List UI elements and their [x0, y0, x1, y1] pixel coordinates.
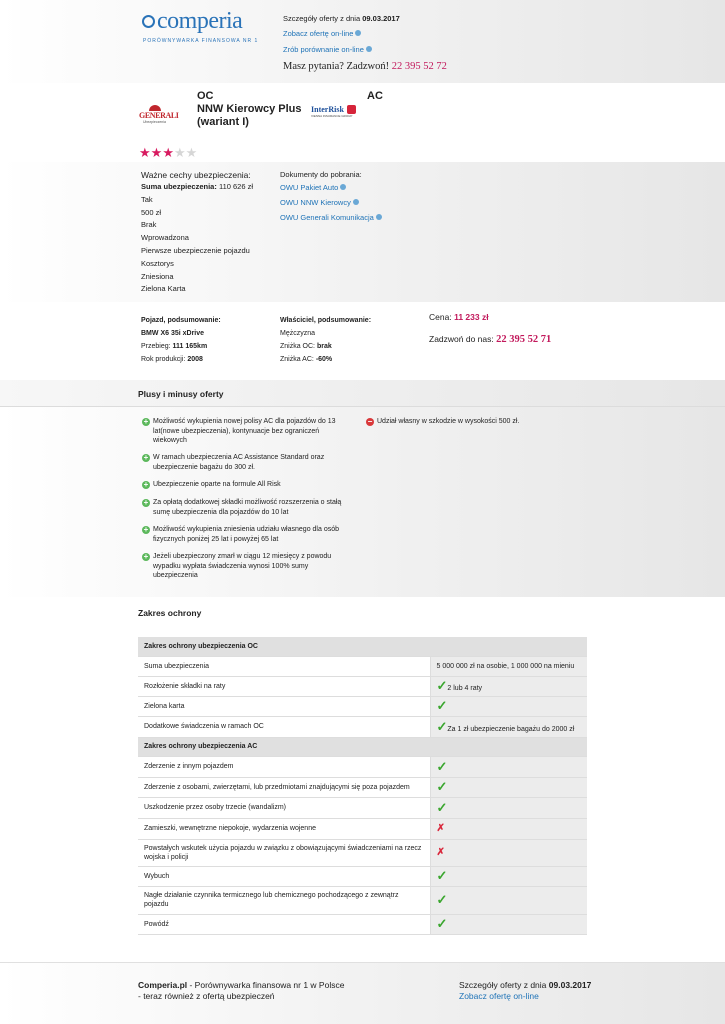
plus-icon: +: [143, 552, 149, 561]
footer-offer-info: Szczegóły oferty z dnia 09.03.2017 Zobacz ofertę on-line: [459, 980, 592, 1001]
vehicle-year: Rok produkcji: 2008: [141, 356, 203, 363]
star-icon: ★: [150, 145, 163, 160]
check-icon: ✓: [436, 779, 448, 794]
pros-cons-header: [0, 380, 725, 407]
table-row: Dodatkowe świadczenia w ramach OC ✓Za 1 zł ubezpieczenie bagażu do 2000 zł: [138, 716, 587, 737]
plus-icon: +: [143, 525, 149, 534]
table-section-header: Zakres ochrony ubezpieczenia AC: [138, 737, 587, 756]
feature-item: Zielona Karta: [141, 284, 186, 294]
owner-title: Właściciel, podsumowanie:: [280, 317, 372, 324]
feature-item: Wprowadzona: [141, 233, 189, 243]
online-offer-row: [283, 29, 361, 38]
table-row: Zamieszki, wewnętrzne niepokoje, wydarzenia wojenne ✗: [138, 818, 587, 839]
feature-item: Tak: [141, 194, 153, 204]
contact-phone[interactable]: 22 395 52 72: [391, 61, 447, 72]
owner-ac-discount: Zniżka AC: -60%: [280, 356, 333, 363]
features-section: [141, 170, 253, 296]
plus-icon: +: [143, 498, 149, 507]
document-row: [280, 198, 382, 207]
offer-date: Szczegóły oferty z dnia 09.03.2017: [283, 14, 400, 23]
logo-tagline: PORÓWNYWARKA FINANSOWA NR 1: [143, 38, 259, 44]
product-name: OC NNW Kierowcy Plus (wariant I): [197, 90, 302, 128]
table-row: Zderzenie z osobami, zwierzętami, lub przedmiotami znajdującymi się poza pojazdem ✓: [138, 777, 587, 797]
logo-mark-icon: [142, 15, 155, 28]
document-link-komunikacja[interactable]: OWU Generali Komunikacja: [280, 213, 374, 222]
feature-item: Kosztorys: [141, 258, 174, 268]
document-link-nnw[interactable]: OWU NNW Kierowcy: [280, 198, 351, 207]
star-icon: ★: [173, 145, 186, 160]
vehicle-summary: [141, 314, 221, 366]
table-row: Powstałych wskutek użycia pojazdu w związku z obowiązującymi świadczeniami na rzecz wojska i policji ✗: [138, 839, 587, 866]
price-value: 11 233 zł: [454, 312, 489, 322]
documents-title: Dokumenty do pobrania:: [280, 170, 362, 179]
check-icon: ✓: [436, 916, 448, 931]
document-row: [280, 213, 382, 222]
coverage-title: Zakres ochrony: [138, 608, 202, 618]
plus-icon: +: [143, 453, 149, 462]
compare-row: [283, 45, 372, 54]
generali-logo: GENERALI Ubezpieczenia: [139, 105, 187, 123]
feature-item: Pierwsze ubezpieczenie pojazdu: [141, 245, 250, 255]
check-icon: ✓: [436, 678, 448, 693]
footer-view-online-link[interactable]: Zobacz ofertę on-line: [459, 991, 539, 1001]
info-icon: [353, 199, 359, 205]
ac-label: AC: [367, 90, 383, 102]
star-icon: ★: [162, 145, 174, 160]
check-icon: ✓: [436, 799, 448, 815]
table-row: Nagłe działanie czynnika termicznego lub chemicznego pochodzącego z zewnątrz pojazdu ✓: [138, 886, 587, 914]
vehicle-mileage: Przebieg: 111 165km: [141, 343, 208, 350]
pros-cons-title: Plusy i minusy oferty: [138, 389, 224, 399]
features-title: Ważne cechy ubezpieczenia:: [141, 170, 251, 180]
footer-brand-text: Comperia.pl - Porównywarka finansowa nr 1 w Polsce - teraz również z ofertą ubezpieczeń: [138, 980, 345, 1001]
check-icon: ✓: [436, 718, 448, 734]
table-row: Suma ubezpieczenia 5 000 000 zł na osobie, 1 000 000 na mieniu: [138, 656, 587, 676]
owner-gender: Mężczyzna: [280, 330, 316, 337]
info-icon: [366, 46, 372, 52]
vehicle-model: BMW X6 35i xDrive: [141, 330, 205, 337]
footer-brand: Comperia.pl: [138, 980, 188, 990]
documents-section: [280, 170, 382, 222]
coverage-table: [138, 637, 587, 935]
cross-icon: ✗: [436, 823, 445, 834]
pro-item: + Ubezpieczenie oparte na formule All Risk: [143, 480, 281, 489]
minus-icon: −: [367, 417, 373, 426]
table-row: Wybuch ✓: [138, 866, 587, 886]
rating-stars: [139, 146, 197, 159]
star-icon: ★: [185, 145, 198, 160]
table-row: Zielona karta ✓: [138, 696, 587, 716]
table-row: Powódź ✓: [138, 914, 587, 934]
interrisk-mark-icon: [347, 105, 356, 114]
document-row: [280, 183, 382, 192]
compare-online-link[interactable]: Zrób porównanie on-line: [283, 45, 364, 54]
logo-text: comperia: [157, 8, 243, 34]
pro-item: + Możliwość wykupienia nowej polisy AC dla pojazdów do 13 lat(nowe ubezpieczenia), kontynuacje bez ograniczeń wiekowych: [143, 417, 336, 444]
info-icon: [340, 184, 346, 190]
view-offer-online-link[interactable]: Zobacz ofertę on-line: [283, 29, 354, 38]
con-item: − Udział własny w szkodzie w wysokości 500 zł.: [367, 417, 520, 426]
pro-item: + Za opłatą dodatkowej składki możliwość rozszerzenia o stałą sumę ubezpieczenia dla pojazdów do 10 lat: [143, 498, 342, 516]
feature-item: Zniesiona: [141, 271, 174, 281]
table-row: Zderzenie z innym pojazdem ✓: [138, 756, 587, 777]
call-us: Zadzwoń do nas: 22 395 52 71: [429, 334, 552, 345]
call-phone[interactable]: 22 395 52 71: [496, 334, 552, 345]
star-icon: ★: [139, 145, 151, 160]
table-row: Rozłożenie składki na raty ✓2 lub 4 raty: [138, 676, 587, 696]
pro-item: + Możliwość wykupienia zniesienia udziału własnego dla osób fizycznych poniżej 25 lat i powyżej 65 lat: [143, 525, 339, 543]
vehicle-title: Pojazd, podsumowanie:: [141, 317, 221, 324]
footer: [0, 962, 725, 1024]
plus-icon: +: [143, 417, 149, 426]
pro-item: + W ramach ubezpieczenia AC Assistance Standard oraz ubezpieczenie bagażu do 300 zł.: [143, 453, 325, 471]
feature-item: Brak: [141, 220, 157, 230]
check-icon: ✓: [436, 758, 448, 774]
table-row: Uszkodzenie przez osoby trzecie (wandalizm) ✓: [138, 797, 587, 818]
table-section-header: Zakres ochrony ubezpieczenia OC: [138, 637, 587, 656]
owner-summary: [280, 314, 371, 366]
feature-item: 500 zł: [141, 207, 162, 217]
pro-item: + Jeżeli ubezpieczony zmarł w ciągu 12 miesięcy z powodu wypadku wypłata świadczenia wynosi 100% sumy ubezpieczenia: [143, 552, 332, 579]
check-icon: ✓: [436, 698, 448, 713]
header: [0, 0, 725, 83]
price: Cena: 11 233 zł: [429, 312, 489, 322]
owner-oc-discount: Zniżka OC: brak: [280, 343, 332, 350]
check-icon: ✓: [436, 892, 448, 907]
info-icon: [355, 30, 361, 36]
info-icon: [376, 214, 382, 220]
contact-line: Masz pytania? Zadzwoń! 22 395 52 72: [283, 61, 447, 72]
document-link-pakiet-auto[interactable]: OWU Pakiet Auto: [280, 183, 339, 192]
cross-icon: ✗: [436, 847, 445, 858]
price-box: [429, 312, 551, 345]
check-icon: ✓: [436, 868, 448, 883]
plus-icon: +: [143, 480, 149, 489]
sum-insured: Suma ubezpieczenia: 110 626 zł: [141, 182, 254, 191]
interrisk-logo: InterRisk VIENNA INSURANCE GROUP: [311, 105, 357, 123]
